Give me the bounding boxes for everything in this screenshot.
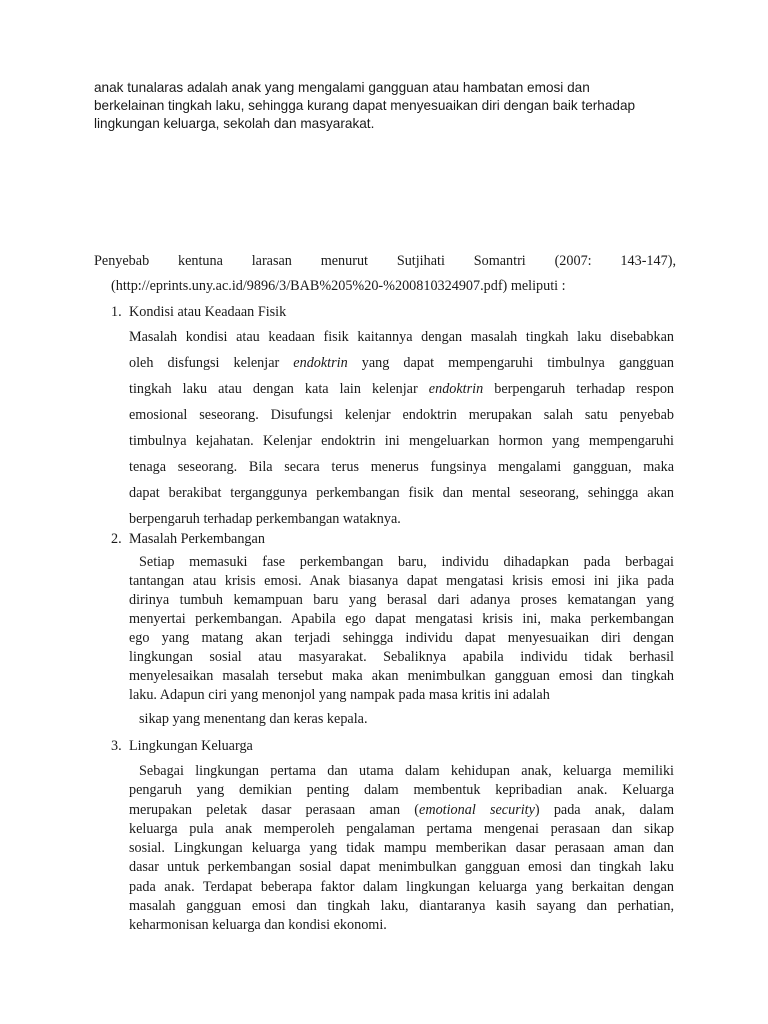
section-number: 2. — [111, 531, 122, 547]
body-line: tingkah laku atau dengan kata lain kelenjar endoktrin berpengaruh terhadap respon — [129, 381, 675, 397]
section-title: Kondisi atau Keadaan Fisik — [129, 304, 287, 320]
body-line: Masalah kondisi atau keadaan fisik kaitannya dengan masalah tingkah laku disebabkan — [129, 329, 674, 345]
body-line: dasar untuk perkembangan sosial dapat menimbulkan gangguan emosi dan tingkah laku — [129, 859, 674, 876]
body-line: merupakan peletak dasar perasaan aman (emotional security) pada anak, dalam — [129, 801, 675, 818]
intro-line: anak tunalaras adalah anak yang mengalami gangguan atau hambatan emosi dan — [94, 80, 590, 95]
body-line: menyertai perkembangan. Apabila ego dapat mengatasi krisis ini, maka perkembangan — [129, 611, 674, 627]
emphasis: endoktrin — [428, 381, 484, 397]
section-heading-2 — [111, 531, 265, 548]
body-line: pengaruh yang demikian penting dalam membentuk kepribadian anak. Keluarga — [129, 782, 674, 799]
body-line: sikap yang menentang dan keras kepala. — [139, 711, 368, 727]
body-line: keluarga pula anak memperoleh pengalaman pertama mengenai perasaan dan sikap — [129, 820, 674, 837]
intro-paragraph — [94, 79, 694, 133]
body-line: pada anak. Terdapat beberapa faktor dalam lingkungan keluarga yang berkaitan dengan — [129, 878, 674, 895]
body-line: lingkungan sosial atau masyarakat. Sebaliknya apabila individu tidak berhasil — [129, 649, 674, 665]
lead-line: Penyebab kentuna larasan menurut Sutjihati Somantri (2007: 143-147), — [94, 253, 676, 269]
body-line: Sebagai lingkungan pertama dan utama dalam kehidupan anak, keluarga memiliki — [139, 763, 674, 779]
body-line: keharmonisan keluarga dan kondisi ekonomi. — [129, 917, 387, 934]
section-1-body — [129, 329, 674, 537]
section-3-body — [129, 762, 674, 936]
body-line: masalah gangguan emosi dan tingkah laku, diantaranya kasih sayang dan perhatian, — [129, 898, 674, 915]
body-line: berpengaruh terhadap perkembangan wataknya. — [129, 511, 401, 527]
intro-line: berkelainan tingkah laku, sehingga kurang dapat menyesuaikan diri dengan baik terhadap — [94, 98, 636, 113]
section-title: Masalah Perkembangan — [129, 531, 265, 547]
body-line: timbulnya kejahatan. Kelenjar endoktrin ini mengeluarkan hormon yang mempengaruhi — [129, 433, 674, 449]
section-title: Lingkungan Keluarga — [129, 738, 253, 754]
section-heading-1 — [111, 304, 286, 321]
body-line: laku. Adapun ciri yang menonjol yang nampak pada masa kritis ini adalah — [129, 687, 550, 703]
body-line: tenaga seseorang. Bila secara terus menerus fungsinya mengalami gangguan, maka — [129, 459, 674, 475]
body-line: menyelesaikan masalah tersebut maka akan menimbulkan gangguan emosi dan tingkah — [129, 668, 674, 684]
section-number: 1. — [111, 304, 122, 320]
body-line: tantangan atau krisis emosi. Anak biasanya dapat mengatasi krisis emosi ini jika pada — [129, 573, 674, 589]
body-line: dapat berakibat terganggunya perkembangan fisik dan mental seseorang, sehingga akan — [129, 485, 674, 501]
section-number: 3. — [111, 738, 122, 754]
body-line: dirinya tumbuh kemampuan baru yang berasal dari adanya proses kematangan yang — [129, 592, 674, 608]
section-2-body — [129, 553, 674, 705]
body-line: ego yang matang akan terjadi sehingga individu dapat menyesuaikan diri dengan — [129, 630, 674, 646]
section-heading-3 — [111, 738, 253, 755]
body-line: oleh disfungsi kelenjar endoktrin yang dapat mempengaruhi timbulnya gangguan — [129, 355, 675, 371]
emphasis: emotional security — [419, 801, 535, 818]
body-line: sosial. Lingkungan keluarga yang tidak mampu memberikan dasar perasaan aman dan — [129, 840, 674, 857]
body-line: Setiap memasuki fase perkembangan baru, individu dihadapkan pada berbagai — [139, 554, 674, 570]
source-url-line: (http://eprints.uny.ac.id/9896/3/BAB%205%20-%200810324907.pdf) meliputi : — [111, 278, 566, 294]
emphasis: endoktrin — [293, 355, 348, 371]
body-line: emosional seseorang. Disufungsi kelenjar endoktrin merupakan salah satu penyebab — [129, 407, 674, 423]
intro-line: lingkungan keluarga, sekolah dan masyarakat. — [94, 116, 375, 131]
